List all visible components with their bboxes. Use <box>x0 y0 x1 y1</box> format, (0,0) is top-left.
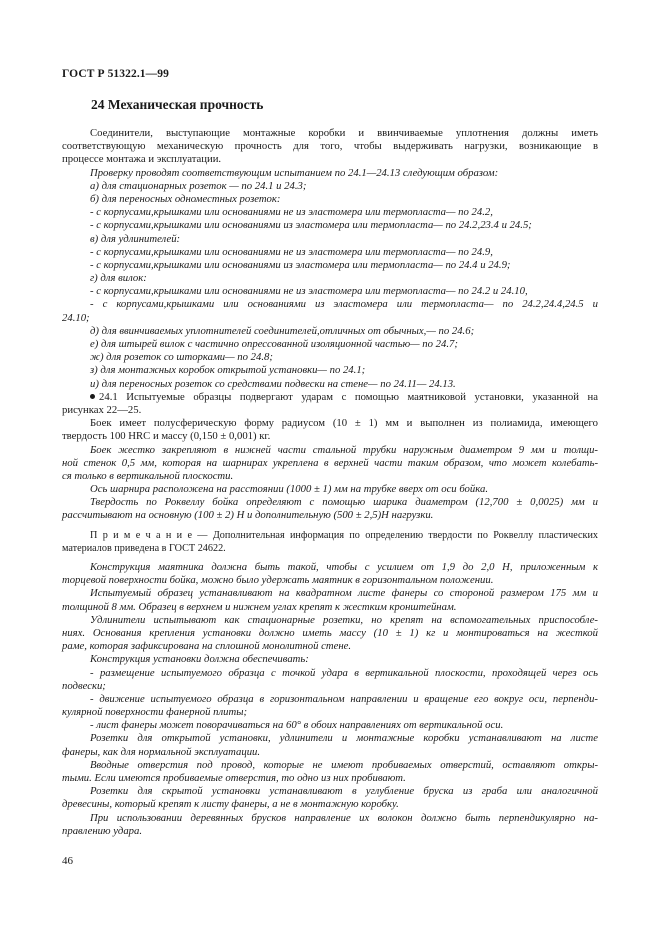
line-text: древесины, который крепят к листу фанеры, а не в монтажную коробку. <box>62 798 399 811</box>
line-text: Вводные отверстия под провод, которые не имеют пробиваемых отверстий, оставляют откры- <box>90 758 598 771</box>
text-line <box>62 587 598 600</box>
text-line <box>62 206 598 219</box>
line-text: - с корпусами,крышками или основаниями из эластомера или термопласта— по 24.2,23.4 и 24.5; <box>90 219 532 232</box>
text-line <box>62 529 598 542</box>
line-text: в) для удлинителей: <box>90 232 181 245</box>
text-line <box>62 285 598 298</box>
line-text: - движение испытуемого образца в горизонтальном направлении и вращение его вокруг оси, перпенди- <box>90 692 598 705</box>
text-line <box>62 430 598 443</box>
text-line <box>62 759 598 772</box>
line-text: 24.1 Испытуемые образцы подвергают ударам с помощью маятниковой установки, указанной на <box>99 390 598 403</box>
text-line <box>62 259 598 272</box>
line-text: и) для переносных розеток со средствами подвески на стене— по 24.11— 24.13. <box>90 377 456 390</box>
text-line <box>62 417 598 430</box>
line-text: д) для ввинчиваемых уплотнителей соединителей,отличных от обычных,— по 24.6; <box>90 324 475 337</box>
text-line <box>62 496 598 509</box>
line-text: Ось шарнира расположена на расстоянии (1000 ± 1) мм на трубке вверх от оси бойка. <box>90 483 488 496</box>
text-line <box>62 153 598 166</box>
line-text: - с корпусами,крышками или основаниями не из эластомера или термопласта— по 24.9, <box>90 245 493 258</box>
line-text: ной стенок 0,5 мм, которая на шарнирах укреплена в верхней части таким образом, что может колебать- <box>62 456 598 469</box>
text-line <box>62 127 598 140</box>
text-line <box>62 785 598 798</box>
line-text: соответствующую механическую прочность для того, чтобы выдерживать нагрузки, возникающие в <box>62 140 598 153</box>
text-line <box>62 601 598 614</box>
line-text: Соединители, выступающие монтажные коробки и ввинчиваемые уплотнения должны иметь <box>90 127 598 139</box>
line-text: При использовании деревянных брусков направление их волокон должно быть перпендикулярно на- <box>90 811 598 824</box>
text-line <box>62 640 598 653</box>
text-line <box>62 351 598 364</box>
text-line <box>62 404 598 417</box>
text-line <box>62 325 598 338</box>
text-line <box>62 542 598 555</box>
line-text: б) для переносных одноместных розеток: <box>90 192 281 205</box>
line-text: правлению удара. <box>62 824 143 837</box>
line-text: рассчитывают на основную (100 ± 2) Н и дополнительную (500 ± 2,5)Н нагрузки. <box>62 509 434 522</box>
text-line <box>62 746 598 759</box>
line-text: ся только в вертикальной плоскости. <box>62 469 234 482</box>
text-line <box>62 470 598 483</box>
line-text: Испытуемый образец устанавливают на квадратном листе фанеры со стороной размером 175 мм и <box>90 587 598 600</box>
line-text: толщиной 8 мм. Образец в верхнем и нижнем углах крепят к жестким кронштейнам. <box>62 600 457 613</box>
line-text: - с корпусами,крышками или основаниями не из эластомера или термопласта— по 24.2 и 24.10, <box>90 285 528 298</box>
line-text: рисунках 22—25. <box>62 403 142 416</box>
line-text: торцевой поверхности бойка, можно было удержать маятник в горизонтальном положении. <box>62 574 494 587</box>
line-text: ж) для розеток со шторками— по 24.8; <box>90 351 273 364</box>
text-line <box>62 627 598 640</box>
text-line <box>62 364 598 377</box>
text-line <box>62 483 598 496</box>
line-text: подвески; <box>62 679 106 692</box>
text-line <box>62 457 598 470</box>
line-text: - с корпусами,крышками или основаниями из эластомера или термопласта— по 24.4 и 24.9; <box>90 258 511 271</box>
line-text: Проверку проводят соответствующим испытанием по 24.1—24.13 следующим образом: <box>90 166 499 179</box>
line-text: Удлинители испытывают как стационарные розетки, но крепят на вспомогательных приспособле- <box>90 613 598 626</box>
text-line <box>62 219 598 232</box>
text-line <box>62 298 598 311</box>
text-line <box>62 193 598 206</box>
line-text: процессе монтажа и эксплуатации. <box>62 153 222 166</box>
bullet-icon <box>90 394 95 399</box>
line-text: е) для штырей вилок с частично опрессованной изоляционной частью— по 24.7; <box>90 338 458 350</box>
line-text: - с корпусами,крышками или основаниями из эластомера или термопласта— по 24.2,24.4,24.5 и <box>90 298 598 311</box>
text-line <box>62 772 598 785</box>
text-line <box>62 614 598 627</box>
text-line <box>62 233 598 246</box>
text-line <box>62 391 598 404</box>
line-text: Розетки для скрытой установки устанавливают в углубление бруска из граба или аналогичной <box>90 785 598 798</box>
line-text: твердость 100 HRC и массу (0,150 ± 0,001) кг. <box>62 430 271 443</box>
line-text: Розетки для открытой установки, удлинители и монтажные коробки устанавливают на листе <box>90 732 598 745</box>
line-text: з) для монтажных коробок открытой установки— по 24.1; <box>90 364 366 377</box>
line-text: Твердость по Роквеллу бойка определяют с помощью шарика диаметром (12,700 ± 0,0025) мм и <box>90 496 598 509</box>
text-line <box>62 167 598 180</box>
text-line <box>62 246 598 259</box>
line-text: а) для стационарных розеток — по 24.1 и 24.3; <box>90 179 307 192</box>
text-line <box>62 732 598 745</box>
line-text: раме, которая зафиксирована на сплошной монолитной стене. <box>62 640 352 653</box>
text-line <box>62 180 598 193</box>
line-text: Боек жестко закрепляют в нижней части стальной трубки наружным диаметром 9 мм и толщи- <box>90 443 598 456</box>
line-text: П р и м е ч а н и е — Дополнительная информация по определению твердости по Роквеллу пластических <box>90 529 598 541</box>
text-line <box>62 825 598 838</box>
text-line <box>62 378 598 391</box>
text-line <box>62 653 598 666</box>
text-line <box>62 706 598 719</box>
line-text: ниях. Основания крепления установки должно иметь массу (10 ± 1) кг и монтироваться на жесткой <box>62 626 598 639</box>
text-line <box>62 680 598 693</box>
text-line <box>62 561 598 574</box>
text-line <box>62 338 598 351</box>
text-line <box>62 312 598 325</box>
line-text: фанеры, как для нормальной эксплуатации. <box>62 745 261 758</box>
line-text: - лист фанеры может поворачиваться на 60° в обоих направлениях от вертикальной оси. <box>90 719 504 732</box>
text-line <box>62 667 598 680</box>
line-text: Конструкция маятника должна быть такой, чтобы с усилием от 1,9 до 2,0 Н, приложенным к <box>90 561 598 573</box>
line-text: Боек имеет полусферическую форму радиусом (10 ± 1) мм и выполнен из полиамида, имеющего <box>90 417 598 430</box>
section-title: 24 Механическая прочность <box>91 97 264 112</box>
text-line <box>62 509 598 522</box>
line-text: материалов приведена в ГОСТ 24622. <box>62 542 226 554</box>
line-text: кулярной поверхности фанерной плиты; <box>62 706 248 719</box>
line-text: Конструкция установки должна обеспечивать: <box>90 653 309 666</box>
text-line <box>62 140 598 153</box>
line-text: тыми. Если имеются пробиваемые отверстия, то одно из них пробивают. <box>62 772 406 784</box>
text-line <box>62 574 598 587</box>
line-text: - с корпусами,крышками или основаниями не из эластомера или термопласта— по 24.2, <box>90 206 493 219</box>
text-line <box>62 444 598 457</box>
text-line <box>62 272 598 285</box>
text-line <box>62 719 598 732</box>
document-header: ГОСТ Р 51322.1—99 <box>62 68 169 80</box>
text-line <box>62 693 598 706</box>
line-text: 24.10; <box>62 311 90 324</box>
line-text: г) для вилок: <box>90 272 147 285</box>
text-line <box>62 812 598 825</box>
page-number: 46 <box>62 855 73 867</box>
line-text: - размещение испытуемого образца с точкой удара в вертикальной плоскости, проходящей через ось <box>90 666 598 679</box>
document-body <box>62 127 598 838</box>
text-line <box>62 798 598 811</box>
